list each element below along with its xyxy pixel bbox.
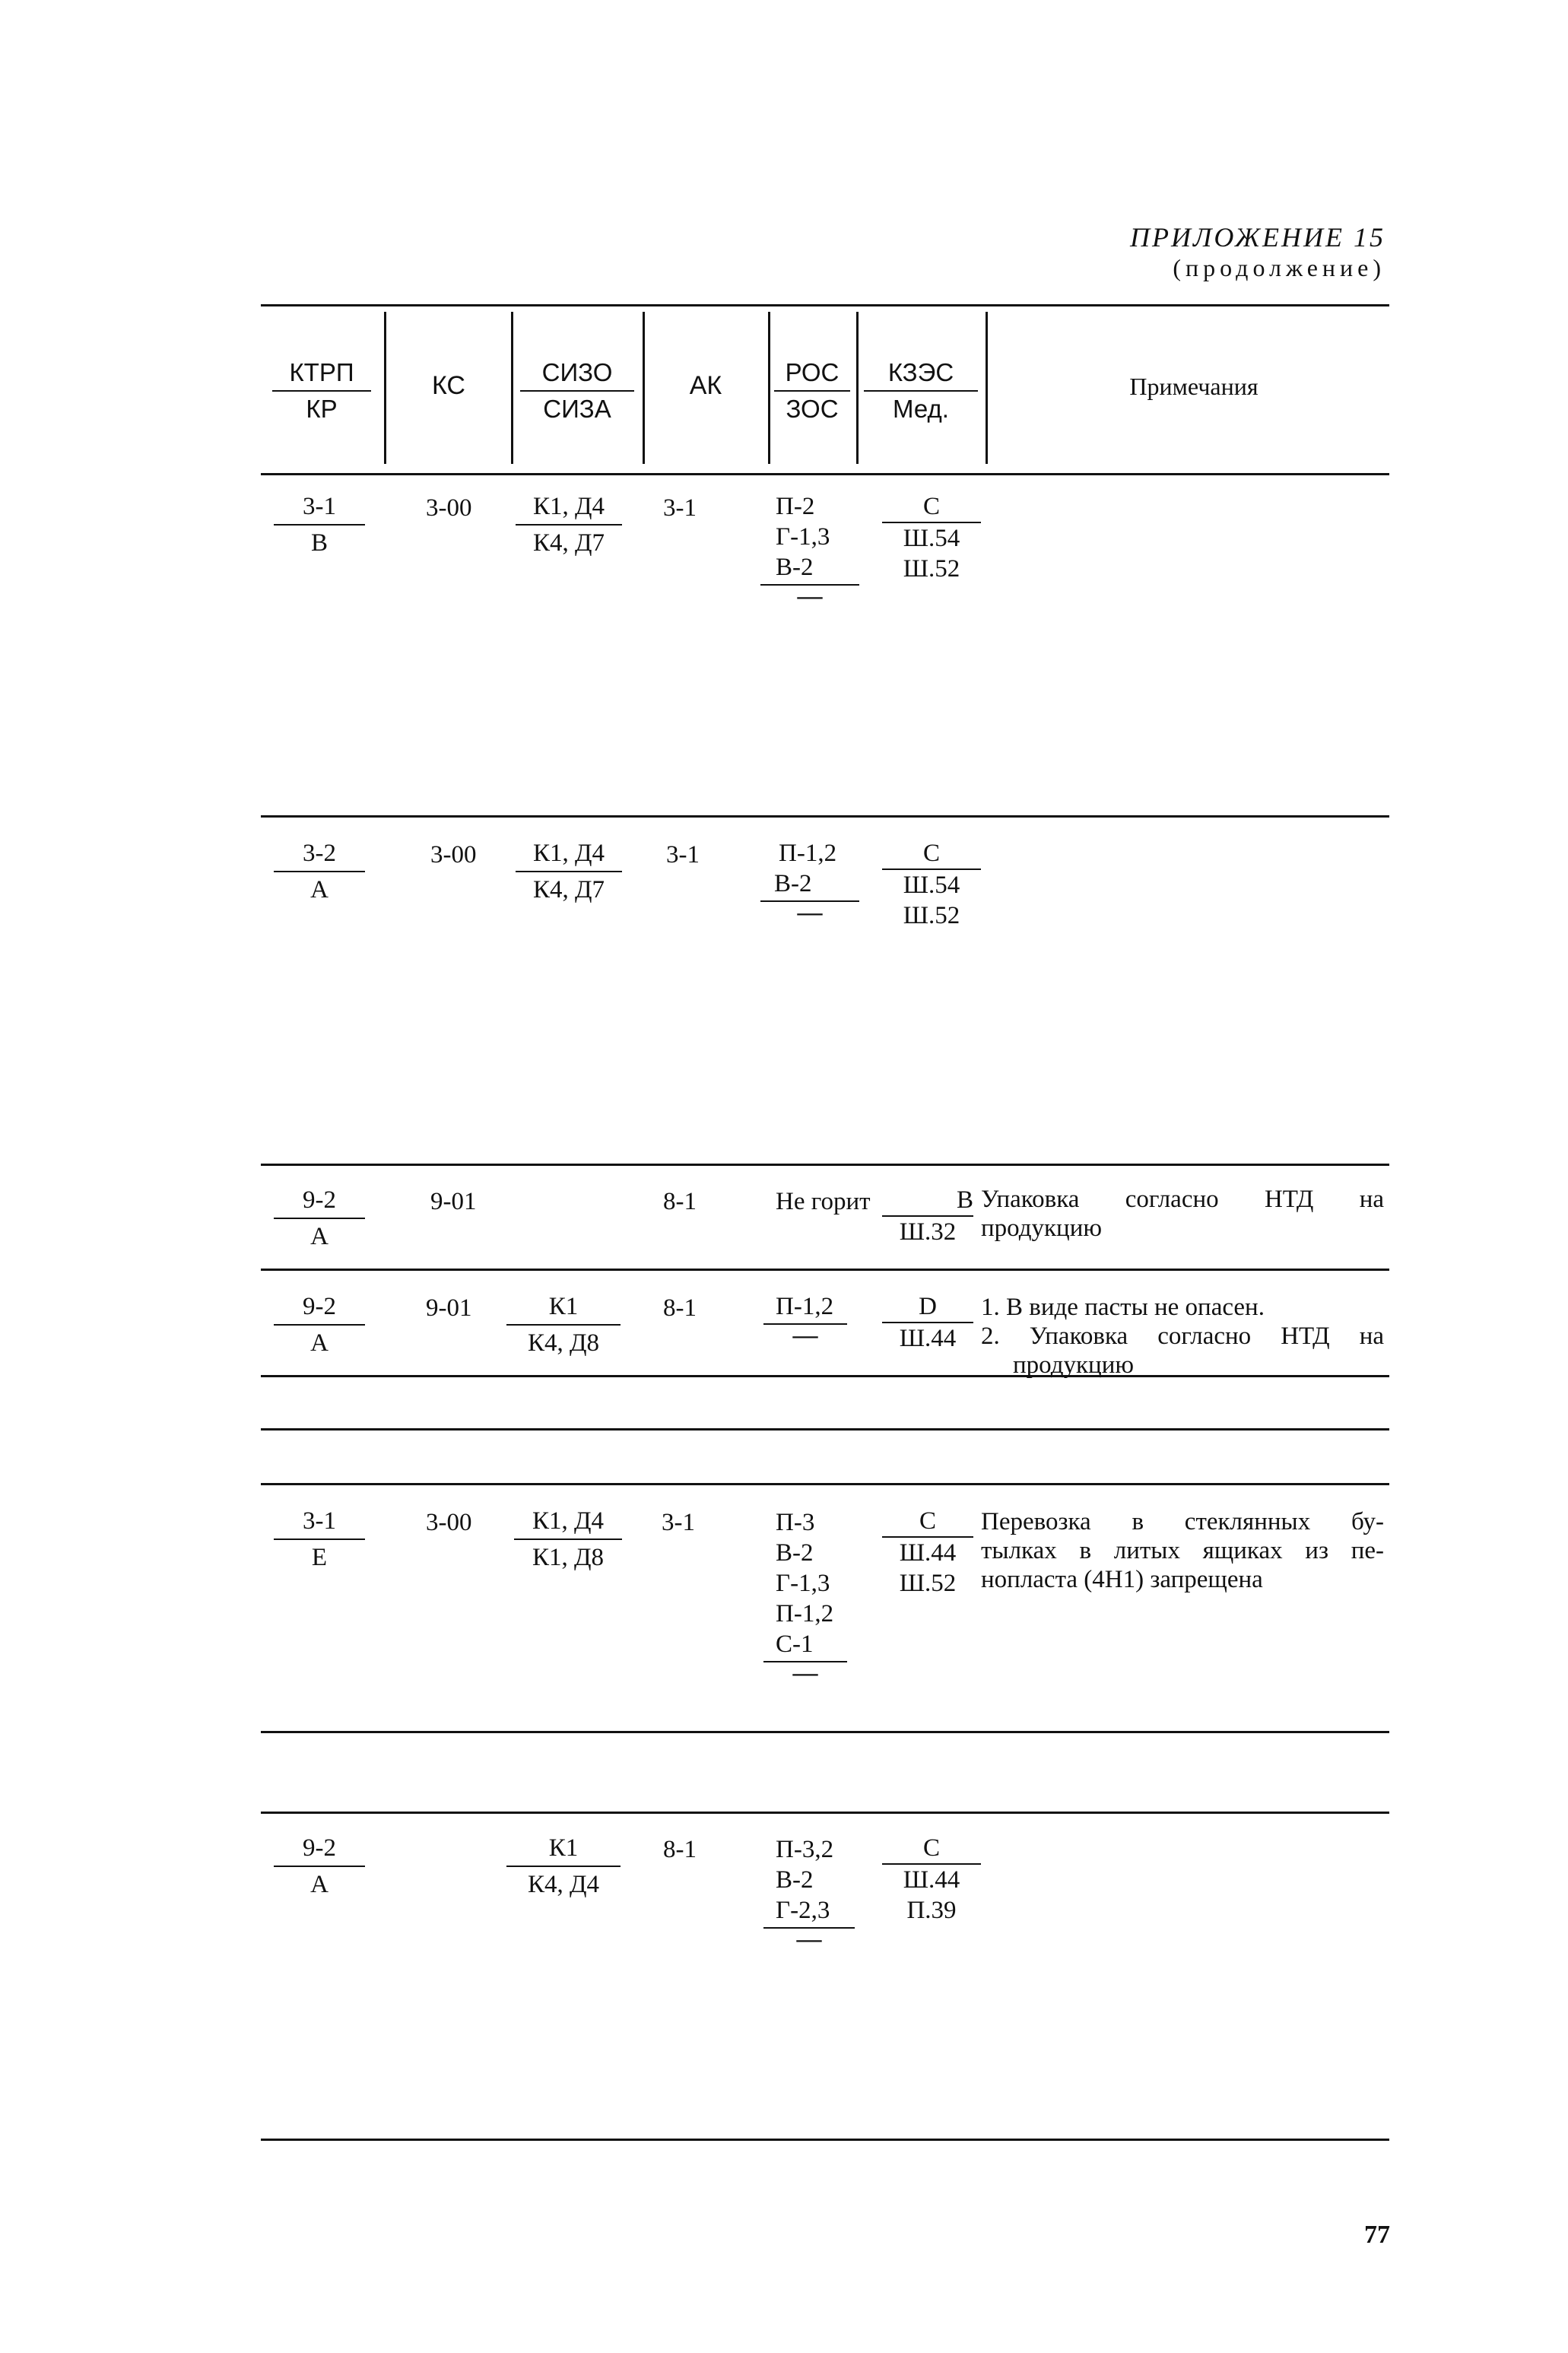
header-divider — [511, 312, 513, 464]
row1-kzes-med: С Ш.54 Ш.52 — [882, 491, 981, 584]
row1-ros-zos: П-2 Г-1,3 В-2 — — [760, 491, 859, 604]
row4-sizo-siza: К1 К4, Д8 — [506, 1290, 621, 1360]
row6-ak: 8-1 — [663, 1836, 697, 1863]
row-rule — [261, 1483, 1389, 1485]
header-divider — [986, 312, 988, 464]
row1-ak: 3-1 — [663, 494, 697, 522]
row5-ros-zos: П-3 В-2 Г-1,3 П-1,2 С-1 — — [763, 1507, 847, 1681]
appendix-heading — [1130, 222, 1385, 283]
header-notes: Примечания — [1129, 373, 1259, 400]
row3-ks: 9-01 — [430, 1188, 477, 1215]
row4-ros-zos: П-1,2 — — [763, 1291, 847, 1343]
row-rule — [261, 1428, 1389, 1431]
row4-notes: 1. В виде пасты не опасен. 2. Упаковка согласно НТД на продукцию — [981, 1294, 1384, 1379]
header-divider — [856, 312, 859, 464]
row5-kzes-med: С Ш.44 Ш.52 — [882, 1506, 973, 1599]
row4-ks: 9-01 — [426, 1294, 472, 1322]
appendix-subtitle: (продолжение) — [1173, 254, 1385, 281]
header-kzes-med: КЗЭС Мед. — [864, 356, 978, 426]
row3-ktrp-kr: 9-2 А — [274, 1183, 365, 1253]
header-ros-zos: РОС ЗОС — [774, 356, 850, 426]
header-divider — [384, 312, 386, 464]
row5-notes: Перевозка в стеклянных бу- тылках в литых ящиках из пе- нопласта (4Н1) запрещена — [981, 1508, 1384, 1593]
row2-sizo-siza: К1, Д4 К4, Д7 — [516, 837, 622, 907]
row3-kzes-med: В Ш.32 — [882, 1185, 973, 1247]
row2-ktrp-kr: 3-2 А — [274, 837, 365, 907]
table-bottom-rule — [261, 2139, 1389, 2141]
row5-ks: 3-00 — [426, 1509, 472, 1536]
row2-ros-zos: П-1,2 В-2 — — [760, 838, 859, 920]
row6-ktrp-kr: 9-2 А — [274, 1831, 365, 1901]
row2-kzes-med: С Ш.54 Ш.52 — [882, 838, 981, 931]
row4-ktrp-kr: 9-2 А — [274, 1290, 365, 1360]
row2-ak: 3-1 — [666, 841, 700, 868]
header-bottom-rule — [261, 473, 1389, 475]
row4-ak: 8-1 — [663, 1294, 697, 1322]
row-rule — [261, 1731, 1389, 1733]
row4-kzes-med: D Ш.44 — [882, 1291, 973, 1354]
row5-ak: 3-1 — [662, 1509, 695, 1536]
row5-sizo-siza: К1, Д4 К1, Д8 — [514, 1504, 622, 1574]
row1-sizo-siza: К1, Д4 К4, Д7 — [516, 490, 622, 560]
table-top-rule — [261, 304, 1389, 306]
row3-notes: Упаковка согласно НТД на продукцию — [981, 1186, 1384, 1242]
header-ks: КС — [432, 371, 465, 400]
row1-ktrp-kr: 3-1 В — [274, 490, 365, 560]
row-rule — [261, 1812, 1389, 1814]
page-number: 77 — [1364, 2221, 1390, 2249]
row6-ros-zos: П-3,2 В-2 Г-2,3 — — [763, 1834, 855, 1947]
header-ktrp-kr: КТРП КР — [272, 356, 371, 426]
row6-kzes-med: С Ш.44 П.39 — [882, 1833, 981, 1926]
row-rule — [261, 1164, 1389, 1166]
row3-ros: Не горит — [776, 1188, 871, 1215]
row-rule — [261, 1269, 1389, 1271]
header-ak: АК — [689, 371, 722, 400]
row1-ks: 3-00 — [426, 494, 472, 522]
header-divider — [643, 312, 645, 464]
row-rule — [261, 815, 1389, 818]
header-sizo-siza: СИЗО СИЗА — [520, 356, 634, 426]
header-divider — [768, 312, 770, 464]
row6-sizo-siza: К1 К4, Д4 — [506, 1831, 621, 1901]
row-rule — [261, 1375, 1389, 1377]
row5-ktrp-kr: 3-1 Е — [274, 1504, 365, 1574]
row3-ak: 8-1 — [663, 1188, 697, 1215]
appendix-title: ПРИЛОЖЕНИЕ 15 — [1130, 222, 1385, 252]
row2-ks: 3-00 — [430, 841, 477, 868]
